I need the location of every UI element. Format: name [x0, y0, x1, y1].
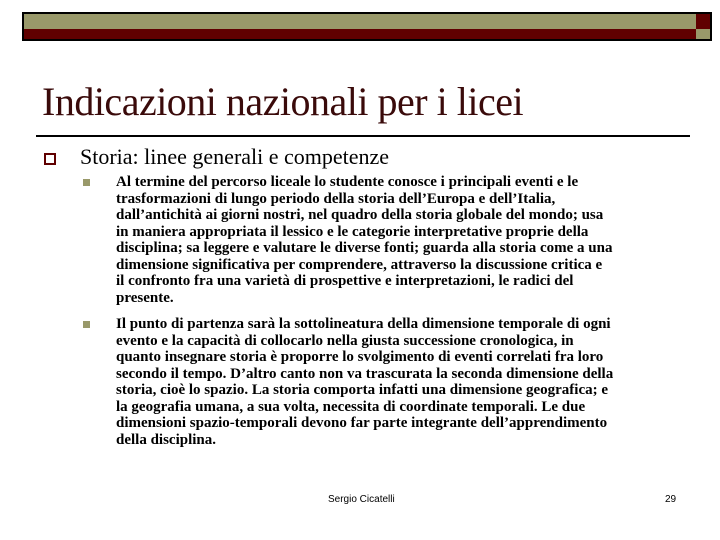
header-square-olive [696, 29, 712, 41]
paragraph-2 [116, 316, 613, 448]
paragraph-1 [116, 174, 612, 306]
bullet-heading: Storia: linee generali e competenze [80, 144, 390, 169]
text-line: secondo il tempo. D’altro canto non va trascurata la seconda dimensione della [116, 365, 614, 382]
text-line: disciplina; sa leggere e valutare le diverse fonti; guarda alla storia come a una [116, 240, 613, 256]
square-bullet-icon [83, 179, 90, 186]
title-divider [36, 135, 690, 137]
text-line: in maniera appropriata il lessico e le categorie interpretative proprie della [116, 223, 589, 240]
header-bar-red [22, 29, 700, 41]
text-line: dimensioni spazio-temporali devono far parte integrante dell’apprendimento [116, 415, 608, 431]
page-number: 29 [665, 494, 677, 505]
text-line: storia, cioè lo spazio. La storia comporta infatti una dimensione geografica; e [116, 382, 609, 398]
text-line: la geografia umana, a sua volta, necessita di coordinate temporali. Le due [116, 398, 586, 415]
text-line: dall’antichità ai giorni nostri, nel quadro della storia globale del mondo; usa [116, 207, 604, 223]
footer-author: Sergio Cicatelli [328, 494, 395, 505]
text-line: trasformazioni di lungo periodo della storia dell’Europa e dell’Italia, [116, 190, 556, 207]
text-line: il confronto fra una varietà di prospettive e interpretazioni, le radici del [116, 273, 574, 289]
text-line: Il punto di partenza sarà la sottolineatura della dimensione temporale di ogni [116, 316, 611, 332]
square-bullet-icon [44, 153, 56, 165]
text-line: dimensione significativa per comprendere, attraverso la discussione critica e [116, 256, 603, 273]
text-line: Al termine del percorso liceale lo studente conosce i principali eventi e le [116, 174, 579, 190]
text-line: della disciplina. [116, 431, 217, 448]
text-line: evento e la capacità di collocarlo nella giusta successione cronologica, in [116, 332, 574, 349]
square-bullet-icon [83, 321, 90, 328]
text-line: presente. [116, 289, 174, 306]
slide-title: Indicazioni nazionali per i licei [42, 79, 524, 124]
text-line: quanto insegnare storia è proporre lo svolgimento di eventi correlati fra loro [116, 349, 604, 365]
